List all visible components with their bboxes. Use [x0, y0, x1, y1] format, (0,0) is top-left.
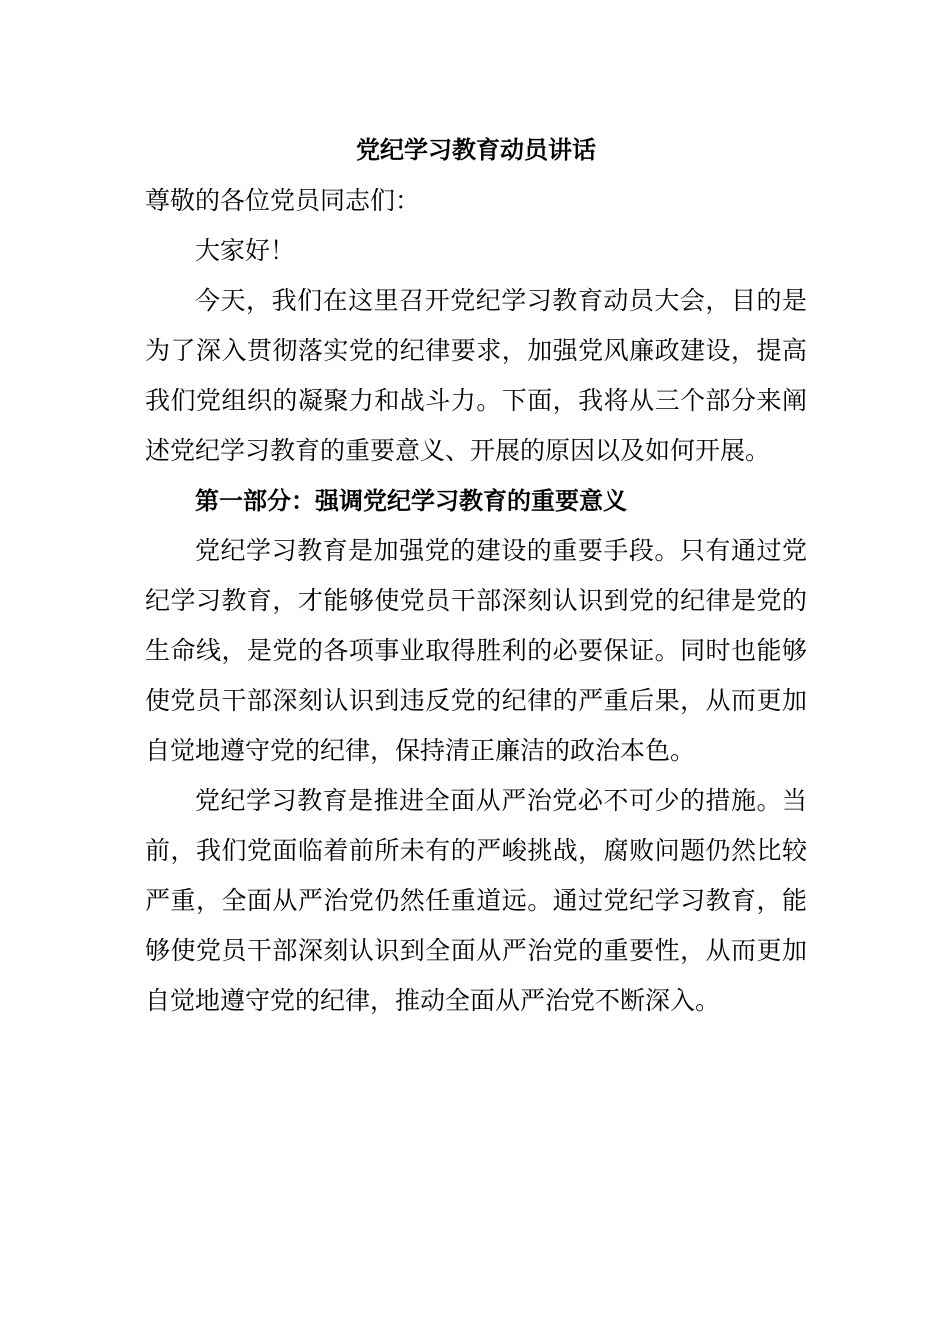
intro-paragraph: 今天，我们在这里召开党纪学习教育动员大会，目的是为了深入贯彻落实党的纪律要求，加强党风廉政建设，提高我们党组织的凝聚力和战斗力。下面，我将从三个部分来阐述党纪学习教育的重要意义、开展的原因以及如何开展。	[145, 286, 807, 465]
greeting-paragraph: 大家好！	[195, 236, 296, 265]
section1-paragraph-1: 党纪学习教育是加强党的建设的重要手段。只有通过党纪学习教育，才能够使党员干部深刻认识到党的纪律是党的生命线，是党的各项事业取得胜利的必要保证。同时也能够使党员干部深刻认识到违反党的纪律的严重后果，从而更加自觉地遵守党的纪律，保持清正廉洁的政治本色。	[145, 536, 807, 765]
section1-paragraph-2: 党纪学习教育是推进全面从严治党必不可少的措施。当前，我们党面临着前所未有的严峻挑战，腐败问题仍然比较严重，全面从严治党仍然任重道远。通过党纪学习教育，能够使党员干部深刻认识到全面从严治党的重要性，从而更加自觉地遵守党的纪律，推动全面从严治党不断深入。	[145, 786, 807, 1015]
document-title: 党纪学习教育动员讲话	[356, 136, 596, 164]
section-heading-1: 第一部分：强调党纪学习教育的重要意义	[195, 487, 627, 515]
salutation: 尊敬的各位党员同志们：	[145, 186, 421, 215]
document-page	[145, 128, 807, 1026]
